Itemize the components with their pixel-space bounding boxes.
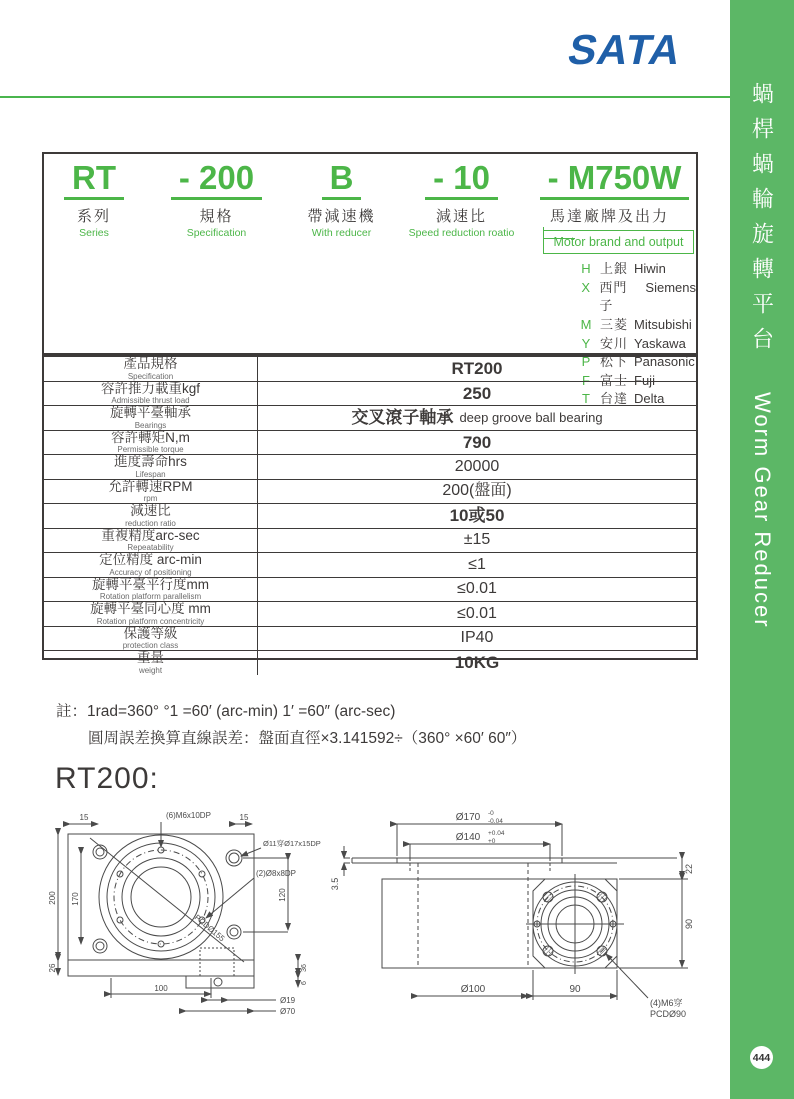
- label-counterbore: Ø11穿Ø17x15DP: [263, 839, 321, 848]
- table-row: 旋轉平臺軸承 Bearings 交叉滾子軸承 deep groove ball bearing: [44, 405, 696, 430]
- list-item: M 三菱 Mitsubishi: [580, 317, 692, 333]
- dim-d100: Ø100: [460, 984, 486, 995]
- table-row: 定位精度 arc-min Accuracy of positioning ≤1: [44, 552, 696, 577]
- spec-value: 交叉滾子軸承 deep groove ball bearing: [351, 408, 603, 428]
- model-code: - 10: [425, 160, 498, 200]
- table-row: 旋轉平臺平行度mm Rotation platform parallelism ≤0.01: [44, 577, 696, 602]
- spec-value: 20000: [454, 457, 500, 475]
- model-segment-ratio: [394, 154, 529, 353]
- table-row: 容許推力載重kgf Admissible thrust load 250: [44, 381, 696, 406]
- dim-3-5: 3.5: [330, 877, 340, 891]
- spec-value: 200(盤面): [442, 482, 512, 500]
- model-segment-series: [44, 154, 144, 353]
- header-divider: [0, 96, 730, 98]
- dim-15-right: 15: [239, 813, 249, 822]
- dim-d70: Ø70: [280, 1007, 296, 1016]
- motor-box-connector: [543, 227, 575, 239]
- dim-15-left: 15: [79, 813, 89, 822]
- model-label-en: Speed reduction roatio: [408, 227, 515, 240]
- list-item: P 松下 Panasonic: [581, 354, 695, 370]
- label-m6-thru: (4)M6穿: [650, 998, 683, 1008]
- spec-value: ±15: [463, 531, 491, 549]
- spec-value: 790: [462, 432, 492, 452]
- table-row: 減速比 reduction ratio 10或50: [44, 503, 696, 528]
- model-code: B: [322, 160, 362, 200]
- table-row: 重複精度arc-sec Repeatability ±15: [44, 528, 696, 553]
- list-item: T 台達 Delta: [582, 391, 665, 407]
- list-item: F 富士 Fuji: [582, 372, 655, 388]
- dim-6: 6: [301, 981, 308, 985]
- spec-value: RT200: [451, 359, 503, 379]
- dim-90-bottom: 90: [569, 984, 581, 995]
- label-pcd90: PCDØ90: [650, 1009, 687, 1019]
- dim-d170-tol-bot: -0.04: [488, 818, 503, 825]
- dim-26: 26: [48, 963, 57, 973]
- dim-d170-tol-top: -0: [488, 810, 494, 817]
- model-code: RT: [64, 160, 124, 200]
- dim-d140-tol-bot: +0: [488, 838, 496, 845]
- dim-200: 200: [48, 891, 57, 905]
- motor-brand-box: Motor brand and output: [543, 230, 694, 254]
- model-segment-motor: [529, 154, 696, 407]
- spec-value: IP40: [460, 629, 494, 647]
- drawing-title: RT200:: [55, 762, 159, 795]
- spec-value: 10KG: [454, 653, 500, 673]
- spec-value: 10或50: [449, 506, 505, 526]
- dim-170: 170: [71, 892, 80, 906]
- model-label-cn: 帶減速機: [307, 208, 376, 226]
- list-item: Y 安川 Yaskawa: [581, 335, 686, 351]
- footnote-line2: 圓周誤差換算直線誤差：盤面直徑×3.141592÷（360° ×60′ 60″）: [88, 730, 527, 748]
- dim-100: 100: [154, 984, 168, 993]
- spec-value: ≤1: [468, 555, 486, 573]
- model-label-en: Series: [79, 227, 109, 240]
- table-row: 允許轉速RPM rpm 200(盤面): [44, 479, 696, 504]
- specification-table: [42, 355, 698, 675]
- table-row: 重量 weight 10KG: [44, 650, 696, 675]
- list-item: X 西門子 Siemens: [581, 279, 696, 314]
- spec-value: ≤0.01: [457, 604, 497, 622]
- spec-value: 250: [462, 383, 492, 403]
- sidebar-title-en: Worm Gear Reducer: [750, 392, 775, 629]
- dim-120: 120: [278, 888, 287, 902]
- dim-d19: Ø19: [280, 996, 296, 1005]
- label-pcd155: PCDØ155: [192, 912, 227, 944]
- technical-drawing-top-view: [48, 808, 343, 1020]
- label-m6-holes: (6)M6x10DP: [166, 811, 211, 820]
- model-label-cn: 減速比: [435, 208, 487, 226]
- model-code: - 200: [171, 160, 262, 200]
- model-segment-reducer: [289, 154, 394, 353]
- table-row: 保護等級 protection class IP40: [44, 626, 696, 651]
- list-item: H 上銀 Hiwin: [581, 261, 666, 277]
- table-row: 進度壽命hrs Lifespan 20000: [44, 454, 696, 479]
- model-code: - M750W: [540, 160, 690, 200]
- model-label-cn: 系列: [76, 208, 111, 226]
- section-sidebar: [730, 0, 794, 1099]
- model-label-cn: 規格: [199, 208, 234, 226]
- dim-22: 22: [684, 863, 694, 875]
- dim-d170: Ø170: [455, 812, 481, 823]
- table-row: 容許轉矩N,m Permissible torque 790: [44, 430, 696, 455]
- footnote: [56, 698, 526, 752]
- model-label-en: With reducer: [311, 227, 372, 240]
- sidebar-title-cn: 蝸桿蝸輪旋轉平台: [749, 82, 775, 362]
- model-label-cn: 馬達廠牌及出力: [549, 208, 669, 226]
- dim-36: 36: [301, 964, 308, 972]
- model-label-en: Specification: [186, 227, 247, 240]
- dim-90-right: 90: [684, 918, 694, 930]
- footnote-line1: 註：1rad=360° °1 =60′ (arc-min) 1′ =60″ (arc-sec): [56, 703, 396, 720]
- model-segment-specification: [144, 154, 289, 353]
- label-dowel: (2)Ø8x8DP: [256, 869, 297, 878]
- spec-value: ≤0.01: [457, 580, 497, 598]
- sata-logo: SATA: [564, 26, 687, 73]
- page-number-badge: 444: [750, 1046, 773, 1069]
- table-row: 產品規格 Specification RT200: [44, 357, 696, 381]
- table-row: 旋轉平臺同心度 mm Rotation platform concentricity ≤0.01: [44, 601, 696, 626]
- technical-drawing-side-view: [330, 796, 725, 1024]
- dim-d140: Ø140: [455, 832, 481, 843]
- dim-d140-tol-top: +0.04: [488, 830, 505, 837]
